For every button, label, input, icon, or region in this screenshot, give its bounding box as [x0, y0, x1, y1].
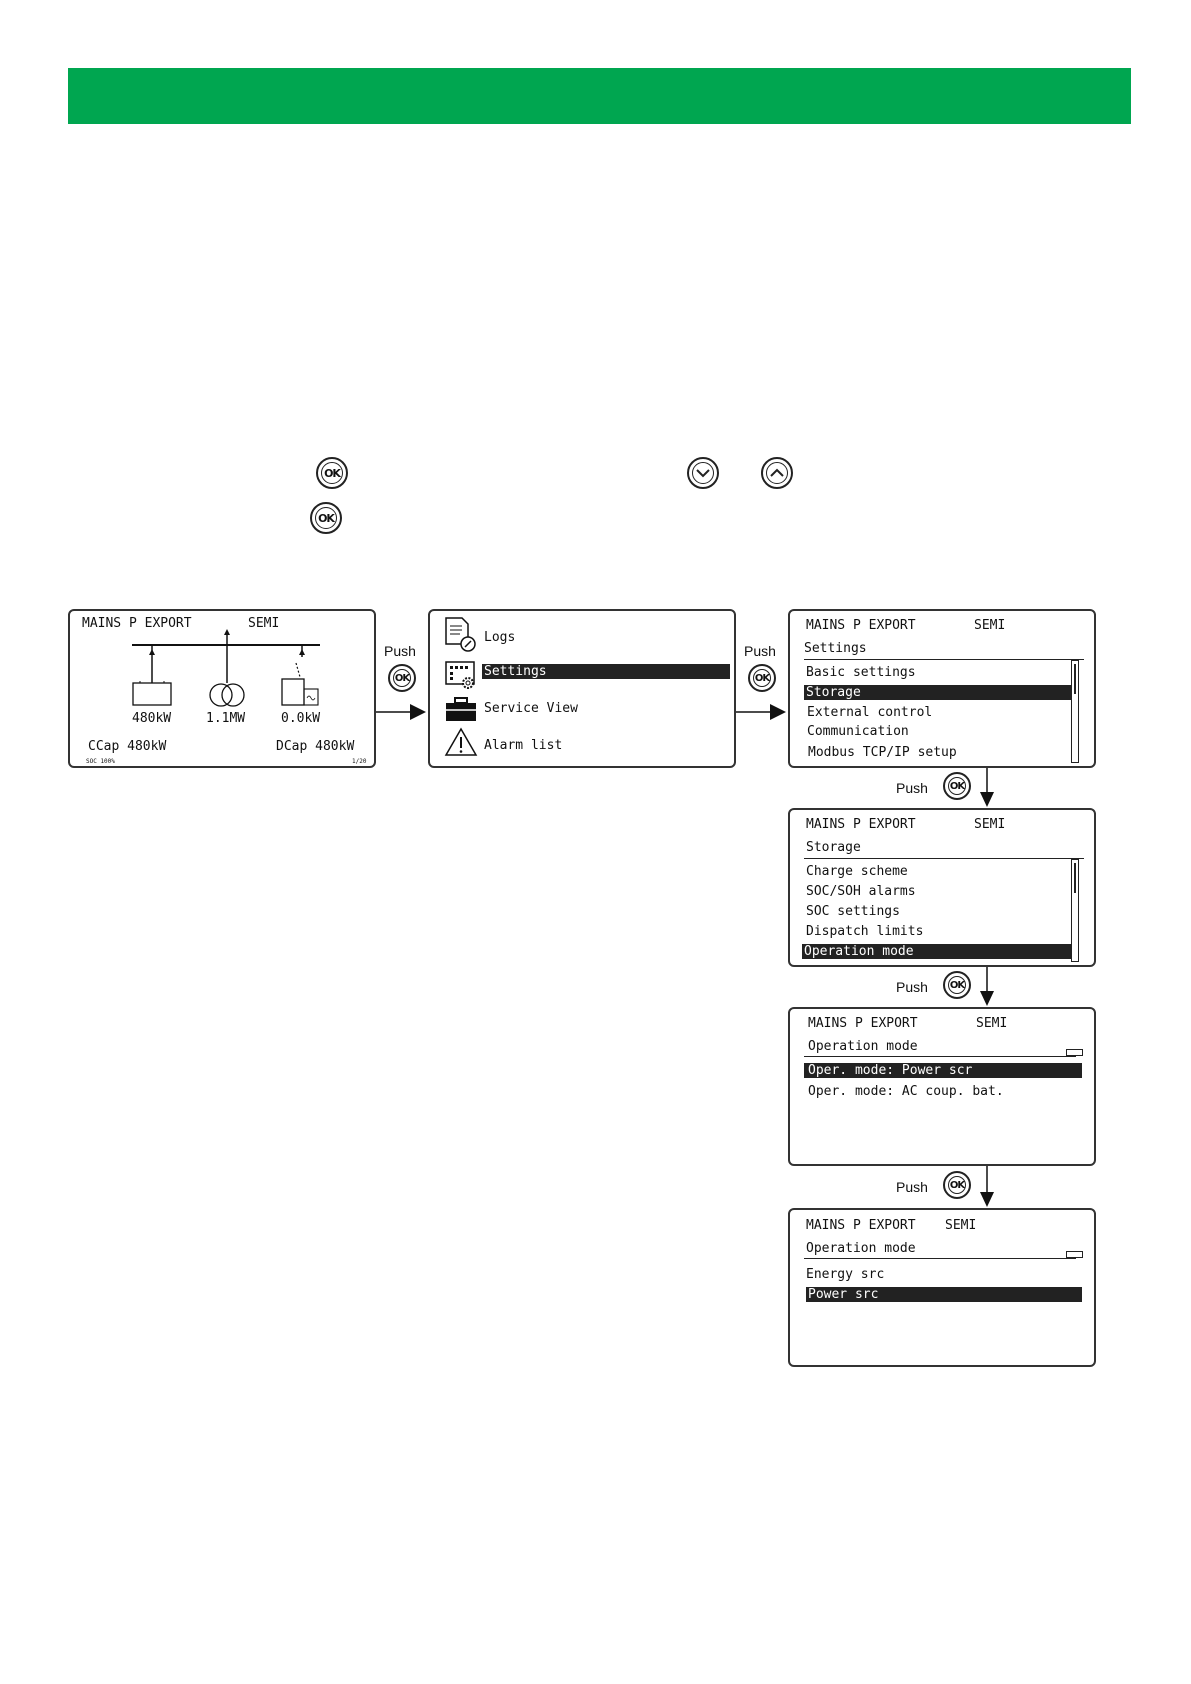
- status-left: MAINS P EXPORT: [808, 1016, 918, 1031]
- list-item-external-control[interactable]: External control: [807, 705, 933, 720]
- list-item-power-scr[interactable]: Oper. mode: Power scr: [804, 1063, 1082, 1078]
- push-label-5: Push: [896, 1179, 928, 1195]
- list-item-charge-scheme[interactable]: Charge scheme: [806, 864, 908, 879]
- status-left: MAINS P EXPORT: [806, 1218, 916, 1233]
- menu-item-service-view[interactable]: Service View: [484, 701, 578, 716]
- list-item-operation-mode[interactable]: Operation mode: [802, 944, 1072, 959]
- arrow-down-3: [977, 1166, 997, 1208]
- title-rule: [804, 659, 1084, 660]
- list-item-basic-settings[interactable]: Basic settings: [806, 665, 916, 680]
- status-right: SEMI: [945, 1218, 977, 1233]
- chevron-down-icon: [696, 468, 710, 478]
- status-left: MAINS P EXPORT: [82, 616, 192, 631]
- menu-item-alarm-list[interactable]: Alarm list: [484, 738, 563, 753]
- option-energy-src[interactable]: Energy src: [806, 1267, 885, 1282]
- single-line-diagram: [70, 611, 378, 721]
- list-item-communication[interactable]: Communication: [807, 724, 909, 739]
- ok-button-instruction-2[interactable]: OK: [310, 502, 342, 534]
- arrow-down-2: [977, 967, 997, 1007]
- push-label-4: Push: [896, 979, 928, 995]
- list-item-modbus[interactable]: Modbus TCP/IP setup: [808, 745, 957, 760]
- ok-button-push-4[interactable]: OK: [943, 971, 971, 999]
- screen-operation-mode-edit: [788, 1208, 1096, 1367]
- soc-indicator: SOC 100%: [86, 758, 115, 765]
- push-label-2: Push: [744, 643, 776, 659]
- warning-icon: [444, 727, 478, 757]
- status-right: SEMI: [248, 616, 280, 631]
- ok-button-instruction-1[interactable]: OK: [316, 457, 348, 489]
- option-power-src[interactable]: Power src: [806, 1287, 1082, 1302]
- screen-title: Storage: [806, 840, 861, 855]
- screen-menu: [428, 609, 736, 768]
- screen-title: Operation mode: [808, 1039, 918, 1054]
- list-item-soc-soh-alarms[interactable]: SOC/SOH alarms: [806, 884, 916, 899]
- screen-title: Operation mode: [806, 1241, 916, 1256]
- ccap-value: CCap 480kW: [88, 739, 167, 754]
- title-rule: [804, 1258, 1076, 1259]
- arrow-down-1: [977, 768, 997, 808]
- screen-storage: [788, 808, 1096, 967]
- battery-value: 480kW: [132, 711, 172, 726]
- ok-button-push-3[interactable]: OK: [943, 772, 971, 800]
- menu-item-logs[interactable]: Logs: [484, 630, 516, 645]
- header-bar: [68, 68, 1131, 124]
- arrow-right-1: [376, 702, 428, 722]
- status-right: SEMI: [976, 1016, 1008, 1031]
- list-item-ac-coup-bat[interactable]: Oper. mode: AC coup. bat.: [808, 1084, 1004, 1099]
- ok-button-push-2[interactable]: OK: [748, 664, 776, 692]
- logs-icon: [444, 616, 478, 652]
- screen-operation-mode: [788, 1007, 1096, 1166]
- menu-item-settings[interactable]: Settings: [482, 664, 730, 679]
- ok-button-push-1[interactable]: OK: [388, 664, 416, 692]
- status-left: MAINS P EXPORT: [806, 618, 916, 633]
- screen-title: Settings: [804, 641, 867, 656]
- transformer-value: 1.1MW: [206, 711, 246, 726]
- down-button-instruction[interactable]: [687, 457, 719, 489]
- scrollbar[interactable]: [1071, 660, 1079, 763]
- toolbox-icon: [444, 697, 478, 723]
- arrow-right-2: [736, 702, 788, 722]
- list-item-soc-settings[interactable]: SOC settings: [806, 904, 900, 919]
- list-item-storage[interactable]: Storage: [804, 685, 1072, 700]
- setpoint-tag: [1066, 1049, 1083, 1056]
- status-right: SEMI: [974, 817, 1006, 832]
- push-label-3: Push: [896, 780, 928, 796]
- screen-settings: [788, 609, 1096, 768]
- title-rule: [804, 1056, 1076, 1057]
- chevron-up-icon: [770, 468, 784, 478]
- settings-icon: [444, 660, 478, 692]
- push-label-1: Push: [384, 643, 416, 659]
- status-left: MAINS P EXPORT: [806, 817, 916, 832]
- page-indicator: 1/20: [352, 758, 367, 765]
- pv-value: 0.0kW: [281, 711, 321, 726]
- ok-button-push-5[interactable]: OK: [943, 1171, 971, 1199]
- screen-home: [68, 609, 376, 768]
- up-button-instruction[interactable]: [761, 457, 793, 489]
- scrollbar[interactable]: [1071, 859, 1079, 962]
- setpoint-tag: [1066, 1251, 1083, 1258]
- status-right: SEMI: [974, 618, 1006, 633]
- title-rule: [804, 858, 1084, 859]
- dcap-value: DCap 480kW: [276, 739, 355, 754]
- list-item-dispatch-limits[interactable]: Dispatch limits: [806, 924, 924, 939]
